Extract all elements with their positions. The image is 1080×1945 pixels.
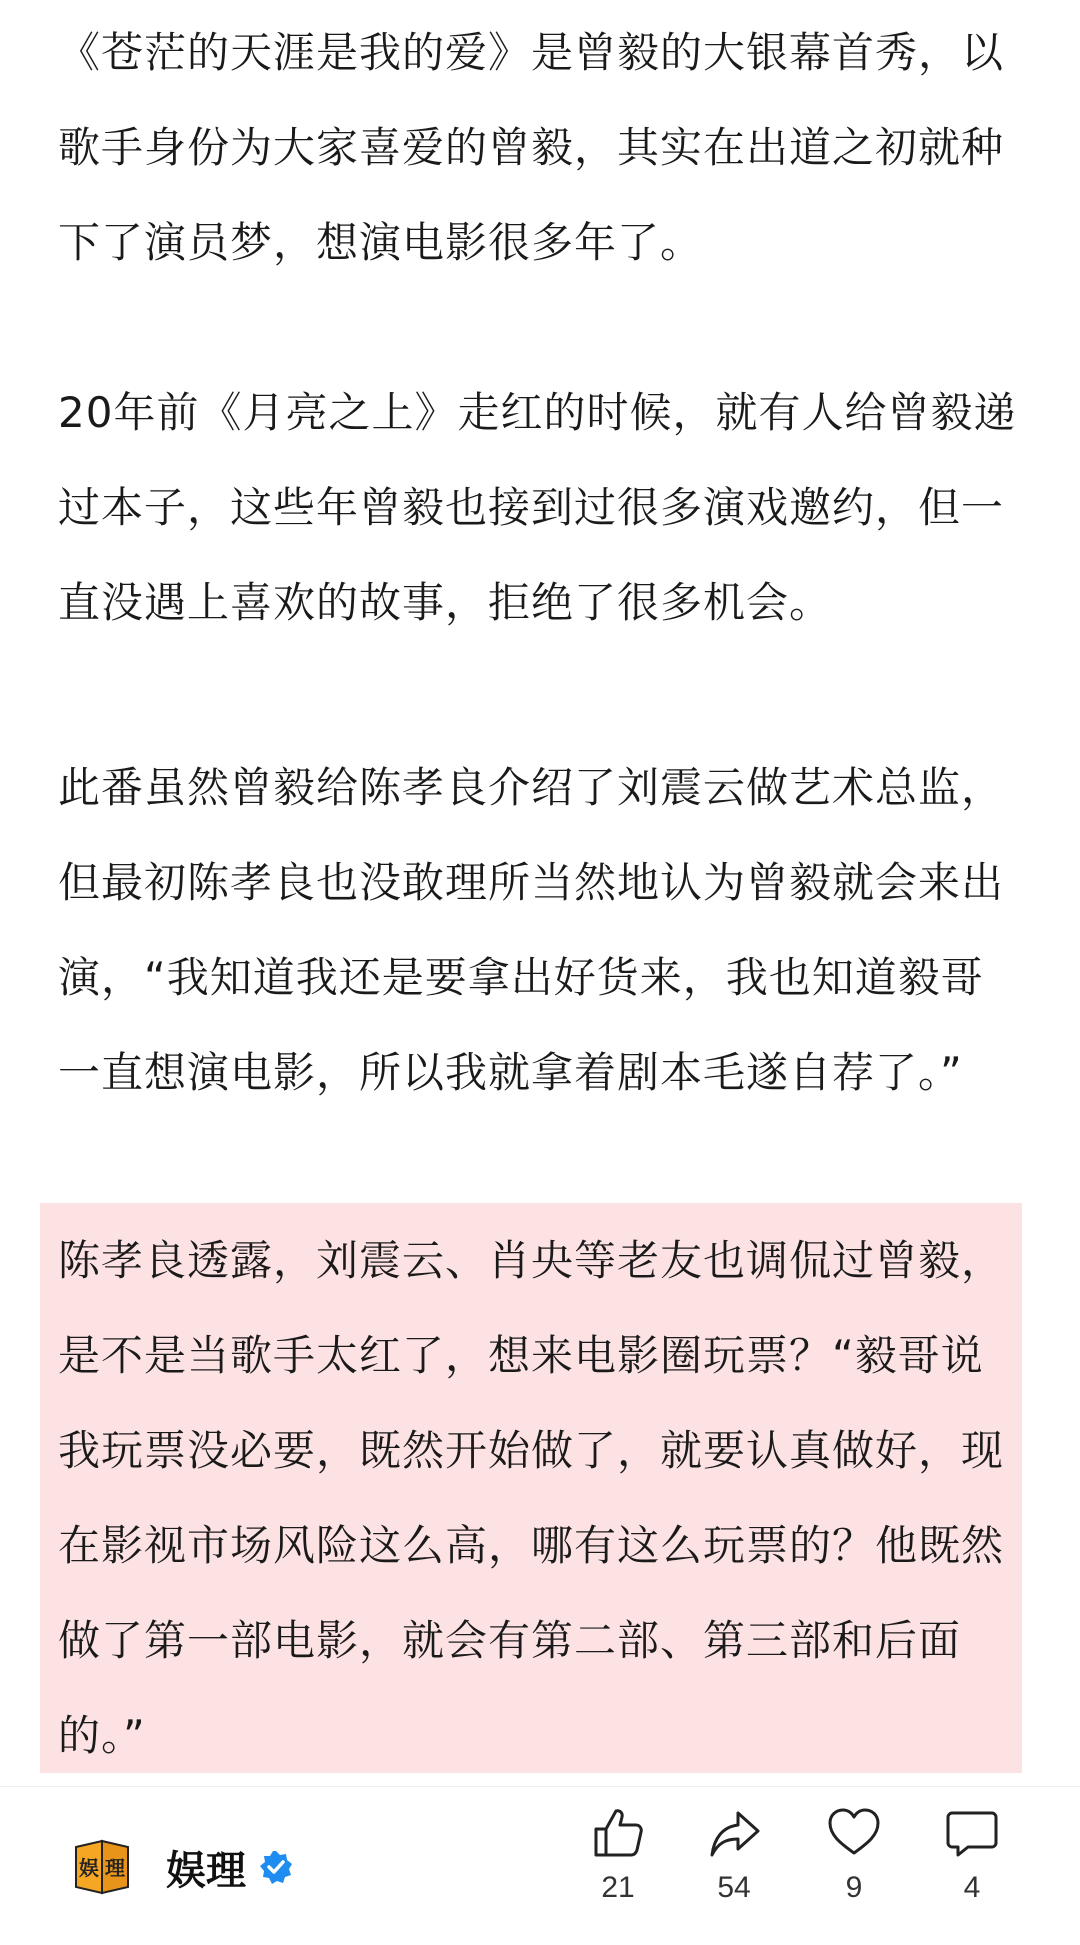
article-paragraph-2: 20年前《月亮之上》走红的时候，就有人给曾毅递过本子，这些年曾毅也接到过很多演戏邀约，但一直没遇上喜欢的故事，拒绝了很多机会。: [58, 388, 1017, 627]
comment-bubble-icon: [944, 1805, 1000, 1861]
share-arrow-icon: [706, 1805, 762, 1861]
like-count: 21: [601, 1871, 635, 1904]
avatar-char-2: 理: [105, 1856, 125, 1880]
avatar-logo-icon: [68, 1835, 132, 1899]
comment-count: 4: [963, 1871, 981, 1904]
verified-badge-icon: [258, 1849, 294, 1885]
thumbs-up-icon: [590, 1805, 646, 1861]
article-paragraph-1: 《苍茫的天涯是我的爱》是曾毅的大银幕首秀，以歌手身份为大家喜爱的曾毅，其实在出道之初就种下了演员梦，想演电影很多年了。: [58, 28, 1005, 267]
repost-count: 54: [717, 1871, 751, 1904]
heart-icon: [826, 1805, 882, 1861]
highlighted-quote-text: 陈孝良透露，刘震云、肖央等老友也调侃过曾毅，是不是当歌手太红了，想来电影圈玩票？“毅哥说我玩票没必要，既然开始做了，就要认真做好，现在影视市场风险这么高，哪有这么玩票的？他既然做了第一部电影，就会有第二部、第三部和后面的。”: [58, 1236, 1005, 1760]
author-account[interactable]: [68, 1835, 294, 1899]
repost-button[interactable]: [684, 1805, 784, 1905]
author-avatar[interactable]: [68, 1835, 132, 1899]
avatar-char-1: 娱: [79, 1856, 99, 1880]
favorite-button[interactable]: [804, 1805, 904, 1905]
author-name[interactable]: 娱理: [166, 1847, 246, 1894]
like-button[interactable]: [568, 1805, 668, 1905]
comment-button[interactable]: [922, 1805, 1022, 1905]
favorite-count: 9: [845, 1871, 863, 1904]
article-paragraph-3: 此番虽然曾毅给陈孝良介绍了刘震云做艺术总监，但最初陈孝良也没敢理所当然地认为曾毅就会来出演，“我知道我还是要拿出好货来，我也知道毅哥一直想演电影，所以我就拿着剧本毛遂自荐了。”: [58, 763, 1005, 1097]
post-footer-bar: [0, 1787, 1080, 1945]
